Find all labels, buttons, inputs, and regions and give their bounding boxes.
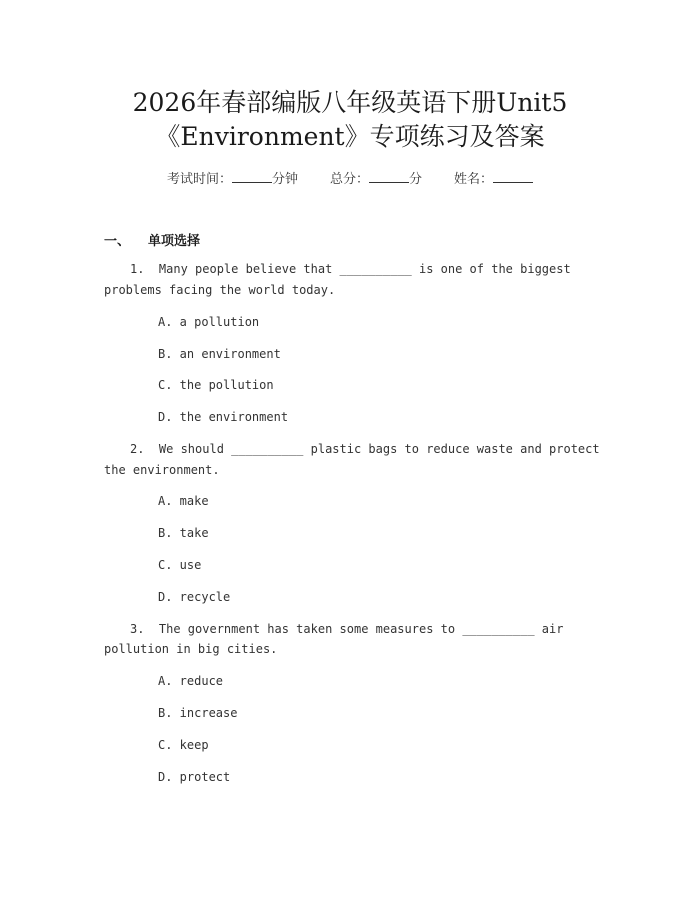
question-text-line-1: 3. The government has taken some measures to __________ air bbox=[130, 622, 564, 636]
document-title-line-2: 《Environment》专项练习及答案 bbox=[155, 122, 545, 151]
option-c: C. keep bbox=[158, 738, 209, 752]
question-text-line-2: problems facing the world today. bbox=[104, 283, 336, 297]
question-text-line-1: 1. Many people believe that __________ is one of the biggest bbox=[130, 262, 571, 276]
option-b: B. an environment bbox=[158, 347, 281, 361]
total-score-blank bbox=[369, 169, 409, 183]
exam-time-label: 考试时间： bbox=[166, 172, 232, 187]
total-score-label: 总分： bbox=[329, 172, 369, 187]
section-title: 单项选择 bbox=[148, 234, 201, 249]
exam-time-field bbox=[167, 168, 298, 187]
exam-info-row bbox=[0, 168, 700, 187]
document-title-line-1: 2026年春部编版八年级英语下册Unit5 bbox=[132, 88, 568, 117]
section-number: 一、 bbox=[104, 234, 131, 249]
student-name-field bbox=[454, 168, 533, 187]
section-heading bbox=[104, 230, 200, 249]
option-a: A. a pollution bbox=[158, 315, 260, 329]
option-c: C. use bbox=[158, 558, 202, 572]
question-text-line-1: 2. We should __________ plastic bags to reduce waste and protect bbox=[130, 442, 600, 456]
question-text-line-2: pollution in big cities. bbox=[104, 642, 278, 656]
option-b: B. take bbox=[158, 526, 209, 540]
option-c: C. the pollution bbox=[158, 378, 274, 392]
option-b: B. increase bbox=[158, 706, 238, 720]
total-score-field bbox=[330, 168, 422, 187]
exam-time-unit: 分钟 bbox=[271, 172, 298, 187]
option-d: D. recycle bbox=[158, 590, 231, 604]
exam-time-blank bbox=[232, 169, 272, 183]
total-score-unit: 分 bbox=[409, 172, 423, 187]
option-a: A. make bbox=[158, 494, 209, 508]
student-name-label: 姓名： bbox=[454, 172, 494, 187]
option-a: A. reduce bbox=[158, 674, 224, 688]
option-d: D. the environment bbox=[158, 410, 289, 424]
option-d: D. protect bbox=[158, 770, 231, 784]
student-name-blank bbox=[493, 169, 533, 183]
question-text-line-2: the environment. bbox=[104, 463, 220, 477]
